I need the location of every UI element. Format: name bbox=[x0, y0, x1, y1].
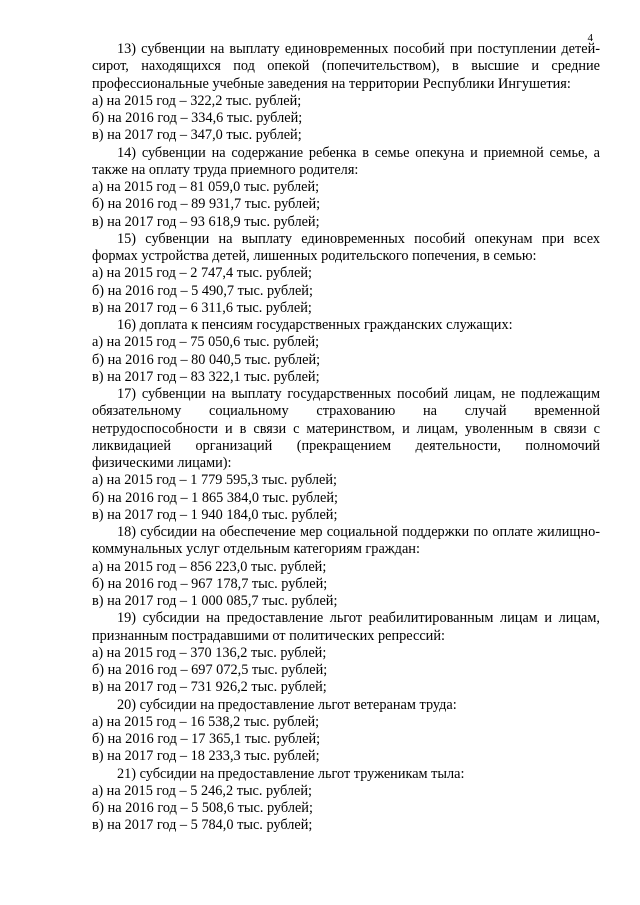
page-number: 4 bbox=[587, 32, 593, 44]
section-19-heading: 19) субсидии на предоставление льгот реабилитированным лицам и лицам, признанным пострадавшими от политических репрессий: bbox=[92, 610, 600, 644]
section-17-item-b: б) на 2016 год – 1 865 384,0 тыс. рублей; bbox=[92, 489, 338, 506]
section-15-item-c: в) на 2017 год – 6 311,6 тыс. рублей; bbox=[92, 299, 312, 316]
section-14-item-c: в) на 2017 год – 93 618,9 тыс. рублей; bbox=[92, 213, 320, 230]
section-20-heading: 20) субсидии на предоставление льгот ветеранам труда: bbox=[117, 696, 457, 713]
section-19-item-a: а) на 2015 год – 370 136,2 тыс. рублей; bbox=[92, 644, 327, 661]
section-13-item-b: б) на 2016 год – 334,6 тыс. рублей; bbox=[92, 110, 303, 126]
section-17-heading: 17) субвенции на выплату государственных пособий лицам, не подлежащим обязательному социальному страхованию на случай временной нетрудоспособности и в связи с материнством, и лицам, уволенным в связи с ликвидацией организаций (прекращением деятельности, полномочий физическими лицами): bbox=[92, 386, 600, 471]
section-14-item-a: а) на 2015 год – 81 059,0 тыс. рублей; bbox=[92, 179, 320, 195]
section-13-heading: 13) субвенции на выплату единовременных пособий при поступлении детей-сирот, находящихся под опекой (попечительством), в высшие и средние профессиональные учебные заведения на территории Республики Ингушетия: bbox=[92, 41, 600, 92]
section-17-item-c: в) на 2017 год – 1 940 184,0 тыс. рублей; bbox=[92, 506, 338, 523]
section-16-item-b: б) на 2016 год – 80 040,5 тыс. рублей; bbox=[92, 351, 321, 368]
section-21-item-a: а) на 2015 год – 5 246,2 тыс. рублей; bbox=[92, 782, 312, 799]
section-16-item-c: в) на 2017 год – 83 322,1 тыс. рублей; bbox=[92, 368, 320, 385]
section-16-heading: 16) доплата к пенсиям государственных гражданских служащих: bbox=[117, 317, 513, 333]
section-21-heading: 21) субсидии на предоставление льгот труженикам тыла: bbox=[117, 765, 465, 782]
section-18-item-c: в) на 2017 год – 1 000 085,7 тыс. рублей; bbox=[92, 593, 338, 609]
section-15-heading: 15) субвенции на выплату единовременных пособий опекунам при всех формах устройства детей, лишенных родительского попечения, в семью: bbox=[92, 230, 600, 264]
section-17-item-a: а) на 2015 год – 1 779 595,3 тыс. рублей; bbox=[92, 472, 338, 489]
section-15-item-b: б) на 2016 год – 5 490,7 тыс. рублей; bbox=[92, 282, 313, 299]
section-18-heading: 18) субсидии на обеспечение мер социальной поддержки по оплате жилищно-коммунальных услуг отдельным категориям граждан: bbox=[92, 524, 600, 558]
section-20-item-c: в) на 2017 год – 18 233,3 тыс. рублей; bbox=[92, 748, 320, 765]
section-13-item-a: а) на 2015 год – 322,2 тыс. рублей; bbox=[92, 92, 302, 109]
section-18-item-b: б) на 2016 год – 967 178,7 тыс. рублей; bbox=[92, 575, 328, 592]
section-14-heading: 14) субвенции на содержание ребенка в семье опекуна и приемной семье, а также на оплату труда приемного родителя: bbox=[92, 144, 600, 178]
section-19-item-b: б) на 2016 год – 697 072,5 тыс. рублей; bbox=[92, 662, 328, 678]
section-16-item-a: а) на 2015 год – 75 050,6 тыс. рублей; bbox=[92, 334, 320, 351]
section-19-item-c: в) на 2017 год – 731 926,2 тыс. рублей; bbox=[92, 679, 327, 696]
section-20-item-b: б) на 2016 год – 17 365,1 тыс. рублей; bbox=[92, 731, 321, 747]
section-21-item-b: б) на 2016 год – 5 508,6 тыс. рублей; bbox=[92, 800, 313, 816]
section-21-item-c: в) на 2017 год – 5 784,0 тыс. рублей; bbox=[92, 817, 313, 834]
section-14-item-b: б) на 2016 год – 89 931,7 тыс. рублей; bbox=[92, 196, 321, 213]
section-18-item-a: а) на 2015 год – 856 223,0 тыс. рублей; bbox=[92, 558, 327, 575]
section-13-item-c: в) на 2017 год – 347,0 тыс. рублей; bbox=[92, 127, 302, 144]
section-20-item-a: а) на 2015 год – 16 538,2 тыс. рублей; bbox=[92, 713, 320, 730]
document-body bbox=[92, 41, 600, 835]
section-15-item-a: а) на 2015 год – 2 747,4 тыс. рублей; bbox=[92, 265, 312, 282]
